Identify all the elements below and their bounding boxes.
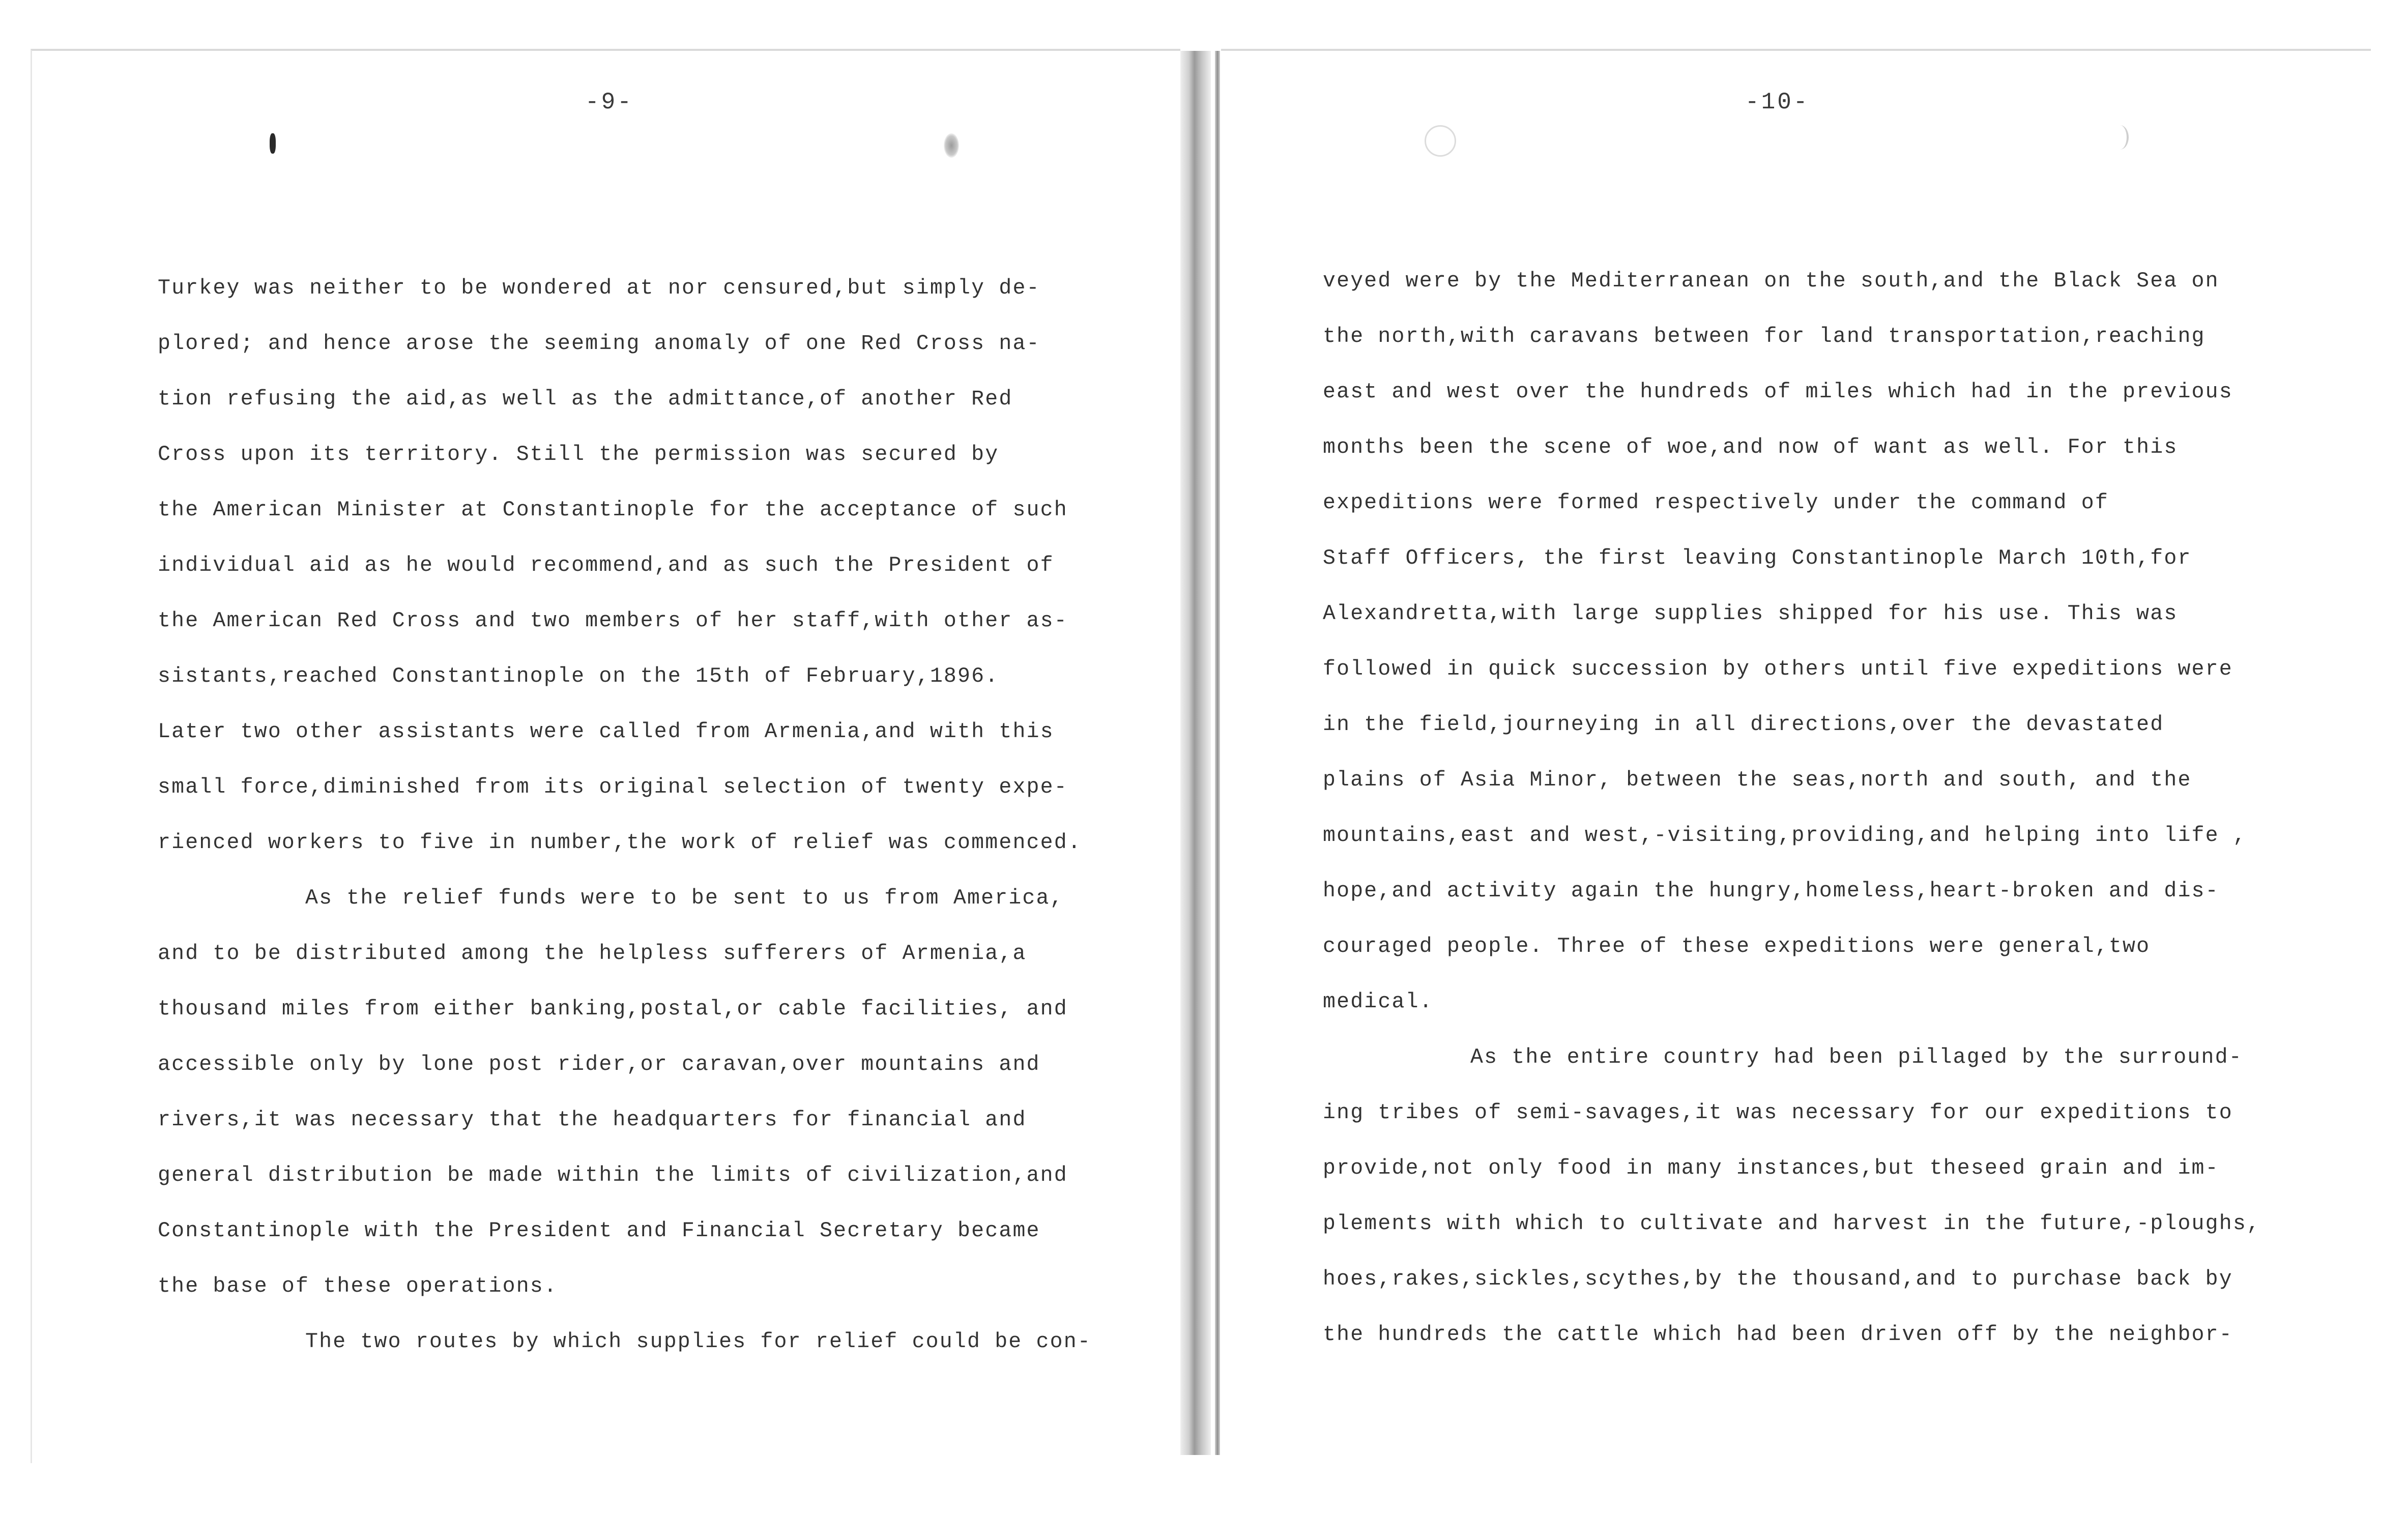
text-line: the American Red Cross and two members of her staff,with other as- [158, 609, 1068, 633]
punch-mark [1425, 125, 1456, 157]
text-line: in the field,journeying in all directions,over the devastated [1323, 713, 2164, 737]
gutter-crease [1215, 51, 1220, 1455]
punch-mark [2111, 125, 2129, 150]
text-line: Later two other assistants were called from Armenia,and with this [158, 720, 1054, 744]
text-line: months been the scene of woe,and now of want as well. For this [1323, 435, 2178, 459]
text-line: the base of these operations. [158, 1274, 558, 1298]
text-line: east and west over the hundreds of miles which had in the previous [1323, 380, 2233, 404]
text-line: plored; and hence arose the seeming anomaly of one Red Cross na- [158, 332, 1040, 356]
left-page [31, 49, 1180, 1463]
text-line: As the entire country had been pillaged by the surround- [1470, 1045, 2243, 1069]
text-line: The two routes by which supplies for relief could be con- [305, 1330, 1091, 1354]
text-line: Cross upon its territory. Still the permission was secured by [158, 443, 999, 467]
text-line: provide,not only food in many instances,but theseed grain and im- [1323, 1156, 2219, 1180]
text-line: medical. [1323, 990, 1433, 1014]
page-gutter [1179, 51, 1211, 1455]
page-number-right: -10- [1745, 89, 1810, 115]
text-line: sistants,reached Constantinople on the 15th of February,1896. [158, 664, 999, 688]
text-line: As the relief funds were to be sent to us from America, [305, 886, 1064, 910]
text-line: plains of Asia Minor, between the seas,north and south, and the [1323, 768, 2192, 792]
text-line: veyed were by the Mediterranean on the south,and the Black Sea on [1323, 269, 2219, 293]
text-line: followed in quick succession by others until five expeditions were [1323, 657, 2233, 681]
text-line: the north,with caravans between for land transportation,reaching [1323, 325, 2206, 348]
text-line: rienced workers to five in number,the work of relief was commenced. [158, 831, 1082, 855]
text-line: hoes,rakes,sickles,scythes,by the thousand,and to purchase back by [1323, 1267, 2233, 1291]
text-line: the hundreds the cattle which had been driven off by the neighbor- [1323, 1323, 2233, 1347]
text-line: small force,diminished from its original selection of twenty expe- [158, 775, 1068, 799]
text-line: couraged people. Three of these expeditions were general,two [1323, 935, 2151, 958]
text-line: the American Minister at Constantinople for the acceptance of such [158, 498, 1068, 522]
right-page [1221, 49, 2371, 1463]
text-line: Constantinople with the President and Financial Secretary became [158, 1219, 1040, 1243]
text-line: mountains,east and west,-visiting,providing,and helping into life , [1323, 824, 2247, 848]
text-line: tion refusing the aid,as well as the admittance,of another Red [158, 387, 1013, 411]
page-number-left: -9- [585, 89, 633, 115]
text-line: thousand miles from either banking,postal,or cable facilities, and [158, 997, 1068, 1021]
text-line: rivers,it was necessary that the headquarters for financial and [158, 1108, 1027, 1132]
punch-mark [270, 133, 276, 154]
text-line: and to be distributed among the helpless sufferers of Armenia,a [158, 942, 1027, 966]
text-line: Turkey was neither to be wondered at nor censured,but simply de- [158, 276, 1040, 300]
text-line: general distribution be made within the limits of civilization,and [158, 1163, 1068, 1187]
text-line: plements with which to cultivate and harvest in the future,-ploughs, [1323, 1212, 2261, 1236]
text-line: ing tribes of semi-savages,it was necessary for our expeditions to [1323, 1101, 2233, 1125]
text-line: individual aid as he would recommend,and as such the President of [158, 554, 1054, 577]
text-line: Staff Officers, the first leaving Constantinople March 10th,for [1323, 546, 2192, 570]
punch-mark [944, 133, 959, 158]
text-line: Alexandretta,with large supplies shipped for his use. This was [1323, 602, 2178, 626]
text-line: expeditions were formed respectively under the command of [1323, 491, 2109, 515]
text-line: accessible only by lone post rider,or caravan,over mountains and [158, 1053, 1040, 1076]
text-line: hope,and activity again the hungry,homeless,heart-broken and dis- [1323, 879, 2219, 903]
